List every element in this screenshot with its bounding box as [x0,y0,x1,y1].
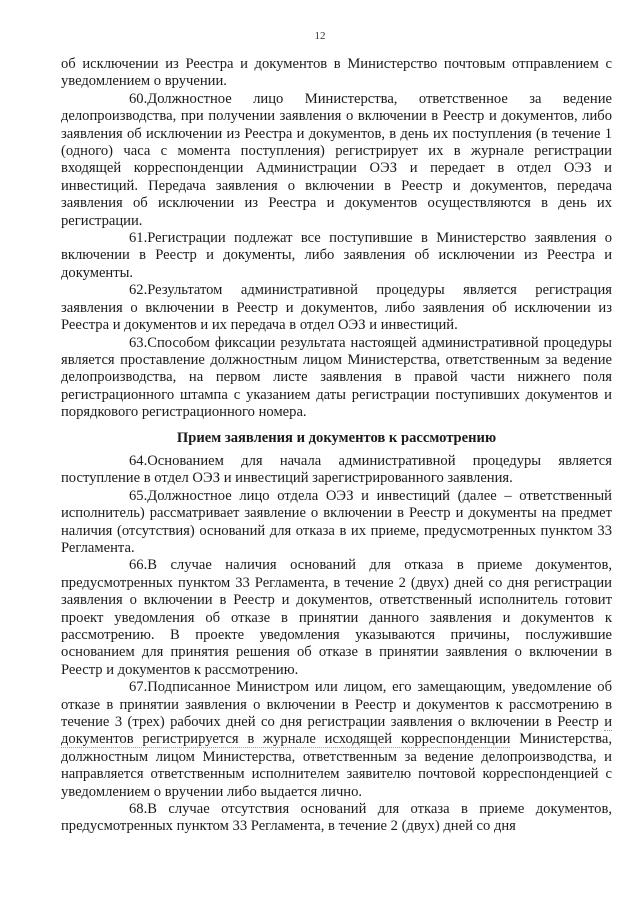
paragraph-number: 66. [129,557,148,574]
paragraph-text: Способом фиксации результата настоящей административной процедуры является проставление должностным лицом Министерства, ответственным за ведение делопроизводства, на первом листе заявления в правой части нижнего поля регистрационного штампа с указанием даты регистрации поступивших документов и порядкового регистрационного номера. [61,334,612,421]
paragraph-number: 61. [129,230,148,247]
paragraph-number: 68. [129,801,148,818]
dotted-underline-line: и документов регистрируется в журнале исходящей корреспонденции [61,714,612,748]
section-heading: Прием заявления и документов к рассмотрению [176,429,497,446]
paragraph-text: Должностное лицо отдела ОЭЗ и инвестиций (далее – ответственный исполнитель) рассматривает заявление о включении в Реестр и документы на предмет наличия (отсутствия) оснований для отказа в их приеме, предусмотренных пунктом 33 Регламента. [61,487,612,556]
paragraph-number: 67. [129,679,148,696]
paragraph-66 [61,557,612,679]
paragraph-text: Должностное лицо Министерства, ответственное за ведение делопроизводства, при получении заявления о включении в Реестр и документов, либо заявления об исключении из Реестра и документов, в день их поступления (в течение 1 (одного) часа с момента поступления) регистрирует их в журнале регистрации входящей корреспонденции Администрации ОЭЗ и передает в отдел ОЭЗ и инвестиций. Передача заявления о включении в Реестр и документов, передача заявления об исключении из Реестра и документов осуществляются в день их регистрации. [61,90,612,229]
paragraph-number: 65. [129,487,148,504]
paragraph-65 [61,488,612,558]
paragraph-67 [61,679,612,801]
paragraph-64 [61,453,612,488]
paragraph-61 [61,230,612,282]
intro-paragraph: об исключении из Реестра и документов в Министерство почтовым отправлением с уведомлением о вручении. [61,56,612,90]
paragraph-63 [61,335,612,422]
paragraph-text: Результатом административной процедуры является регистрация заявления о включении в Реестр и документов, либо заявления об исключении из Реестра и документов и их передача в отдел ОЭЗ и инвестиций. [61,282,612,334]
paragraph-text: В случае отсутствия оснований для отказа в приеме документов, предусмотренных пунктом 33 Регламента, в течение 2 (двух) дней со дня [61,801,612,835]
paragraph-text: Основанием для начала административной процедуры является поступление в отдел ОЭЗ и инвестиций зарегистрированного заявления. [61,452,612,487]
paragraph-68 [61,801,612,836]
document-body [61,56,612,836]
page-number: 12 [314,30,326,42]
paragraph-number: 62. [129,282,148,299]
paragraph-text-continued: Министерства, должностным лицом Министерства, ответственным за ведение делопроизводства, и направляется ответственным исполнителем заявителю почтовой корреспонденцией с уведомлением о вручении либо выдается лично. [61,731,612,800]
paragraph-number: 63. [129,334,148,351]
paragraph-number: 60. [129,90,148,107]
paragraph-text: Подписанное Министром или лицом, его замещающим, уведомление об отказе в принятии заявления о включении в Реестр и документов к рассмотрению в течение 3 (трех) рабочих дней со дня регистрации заявления о включении в Реестр [61,679,612,731]
paragraph-number: 64. [129,452,148,469]
paragraph-60 [61,91,612,230]
paragraph-62 [61,282,612,334]
paragraph-text: В случае наличия оснований для отказа в приеме документов, предусмотренных пунктом 33 Регламента, в течение 2 (двух) дней со дня регистрации заявления о включении в Реестр и документов, ответственный исполнитель готовит проект уведомления об отказе в принятии данного заявления и документов к рассмотрению. В проекте уведомления указываются причины, послужившие основанием для принятия решения об отказе в принятии заявления о включении в Реестр и документов к рассмотрению. [61,557,612,678]
paragraph-text: Регистрации подлежат все поступившие в Министерство заявления о включении в Реестр и документы, либо заявления об исключении из Реестра и документы. [61,230,612,281]
